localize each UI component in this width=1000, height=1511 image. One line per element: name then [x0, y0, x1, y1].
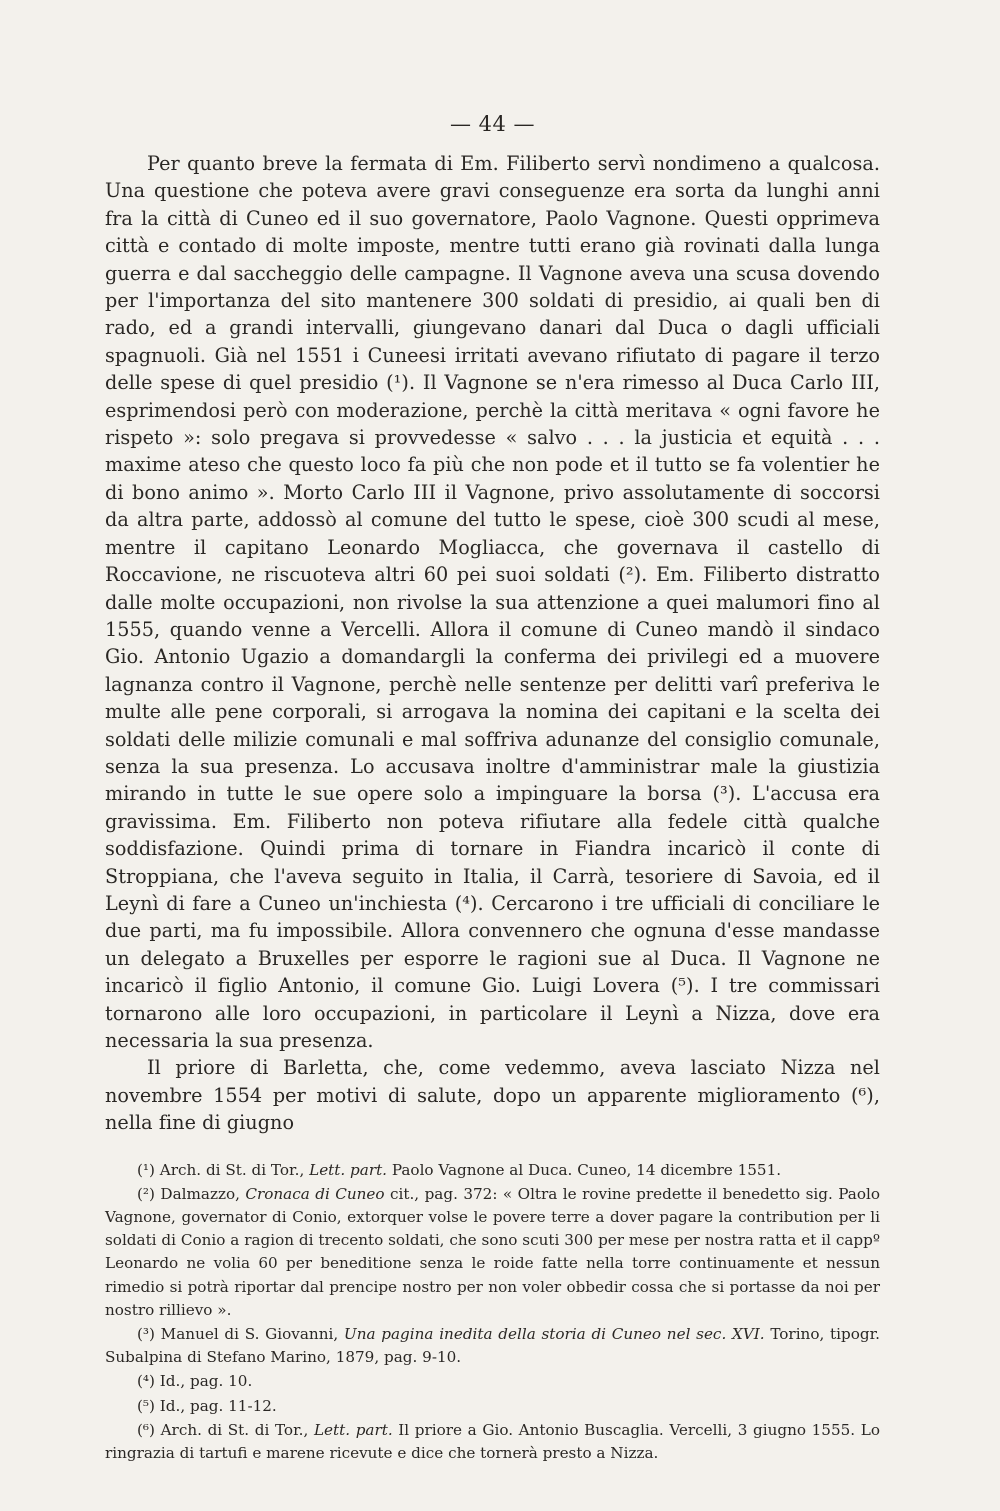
footnote: (¹) Arch. di St. di Tor., Lett. part. Paolo Vagnone al Duca. Cuneo, 14 dicembre 1551.: [137, 1160, 782, 1179]
body-text: [105, 150, 880, 1137]
footnote-mark: (²): [137, 1184, 155, 1203]
footnote: (⁶) Arch. di St. di Tor., Lett. part. Il priore a Gio. Antonio Buscaglia. Vercelli, 3 giugno 1555. Lo ringrazia di tartufi e marene ricevute e dice che tornerà presto a Nizza.: [105, 1420, 880, 1463]
footnote: (⁵) Id., pag. 11-12.: [137, 1396, 277, 1415]
footnote: (³) Manuel di S. Giovanni, Una pagina inedita della storia di Cuneo nel sec. XVI. Torino, tipogr. Subalpina di Stefano Marino, 1879, pag. 9-10.: [105, 1325, 880, 1367]
footnote-mark: (⁵): [137, 1396, 155, 1415]
page-number: — 44 —: [449, 112, 536, 136]
paragraph: Il priore di Barletta, che, come vedemmo, aveva lasciato Nizza nel novembre 1554 per motivi di salute, dopo un apparente miglioramento (⁶), nella fine di giugno: [105, 1056, 880, 1135]
footnote-mark: (⁴): [137, 1372, 155, 1391]
footnote: (⁴) Id., pag. 10.: [137, 1372, 253, 1391]
footnote: (²) Dalmazzo, Cronaca di Cuneo cit., pag. 372: « Oltra le rovine predette il benedetto sig. Paolo Vagnone, governator di Conio, extorquer volse le povere terre a dover pagare la contribution per li soldati di Conio a ragion di trecento soldati, che sono scuti 300 per mese per nostra ratta et il cappº Leonardo ne volia 60 per beneditione senza le roide fatte nella torre continuamente et nessun rimedio si potrà riportar dal prencipe nostro per non voler obbedir cossa che si portasse da noi per nostro rillievo ».: [105, 1184, 880, 1319]
footnotes: [105, 1159, 880, 1466]
footnote-mark: (⁶): [137, 1420, 155, 1439]
footnote-mark: (³): [137, 1325, 155, 1344]
footnote-mark: (¹): [137, 1160, 155, 1179]
paragraph: Per quanto breve la fermata di Em. Filiberto servì nondimeno a qualcosa. Una questione che poteva avere gravi conseguenze era sorta da lunghi anni fra la città di Cuneo ed il suo governatore, Paolo Vagnone. Questi opprimeva città e contado di molte imposte, mentre tutti erano già rovinati dalla lunga guerra e dal saccheggio delle campagne. Il Vagnone aveva una scusa dovendo per l'importanza del sito mantenere 300 soldati di presidio, ai quali ben di rado, ed a grandi intervalli, giungevano danari dal Duca o dagli ufficiali spagnuoli. Già nel 1551 i Cuneesi irritati avevano rifiutato di pagare il terzo delle spese di quel presidio (¹). Il Vagnone se n'era rimesso al Duca Carlo III, esprimendosi però con moderazione, perchè la città meritava « ogni favore he rispeto »: solo pregava si provvedesse « salvo . . . la justicia et equità . . . maxime ateso che questo loco fa più che non pode et il tutto se fa volentier he di bono animo ». Morto Carlo III il Vagnone, privo assolutamente di soccorsi da altra parte, addossò al comune del tutto le spese, cioè 300 scudi al mese, mentre il capitano Leonardo Mogliacca, che governava il castello di Roccavione, ne riscuoteva altri 60 pei suoi soldati (²). Em. Filiberto distratto dalle molte occupazioni, non rivolse la sua attenzione a quei malumori fino al 1555, quando venne a Vercelli. Allora il comune di Cuneo mandò il sindaco Gio. Antonio Ugazio a domandargli la conferma dei privilegi ed a muovere lagnanza contro il Vagnone, perchè nelle sentenze per delitti varî preferiva le multe alle pene corporali, si arrogava la nomina dei capitani e la scelta dei soldati delle milizie comunali e mal soffriva adunanze del consiglio comunale, senza la sua presenza. Lo accusava inoltre d'amministrar male la giustizia mirando in tutte le sue opere solo a impinguare la borsa (³). L'accusa era gravissima. Em. Filiberto non poteva rifiutare alla fedele città qualche soddisfazione. Quindi prima di tornare in Fiandra incaricò il conte di Stroppiana, che l'aveva seguito in Italia, il Carrà, tesoriere di Savoia, ed il Leynì di fare a Cuneo un'inchiesta (⁴). Cercarono i tre ufficiali di conciliare le due parti, ma fu impossibile. Allora convennero che ognuna d'esse mandasse un delegato a Bruxelles per esporre le ragioni sue al Duca. Il Vagnone ne incaricò il figlio Antonio, il comune Gio. Luigi Lovera (⁵). I tre commissari tornarono alle loro occupazioni, in particolare il Leynì a Nizza, dove era necessaria la sua presenza.: [105, 152, 880, 1052]
